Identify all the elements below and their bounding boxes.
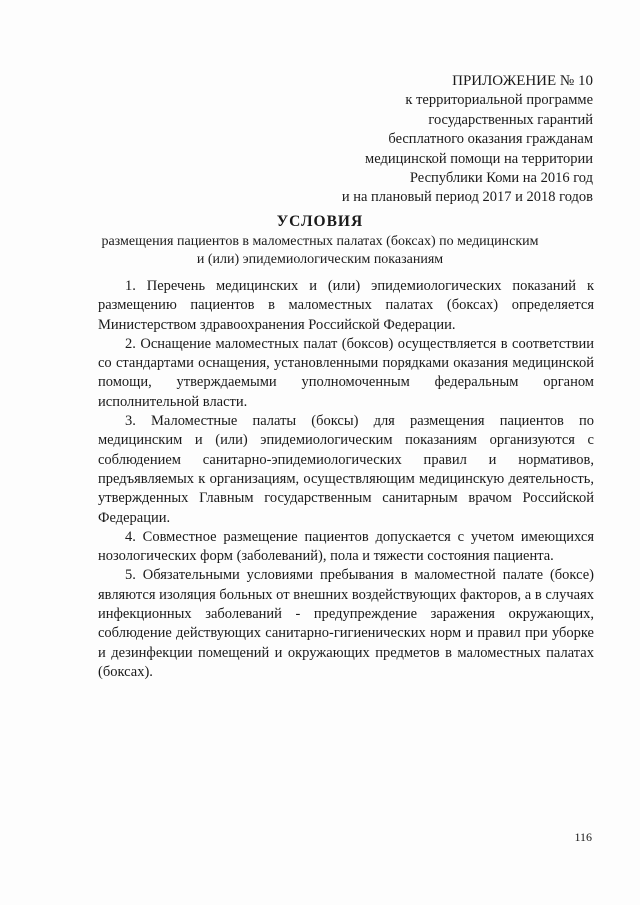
paragraph: 1. Перечень медицинских и (или) эпидемиологических показаний к размещению пациентов в маломестных палатах (боксах) определяется Министерством здравоохранения Российской Федерации. [98,278,594,333]
document-subtitle-line: и (или) эпидемиологическим показаниям [196,252,444,267]
appendix-header [342,72,593,208]
appendix-line: Республики Коми на 2016 год [409,170,593,187]
appendix-heading: ПРИЛОЖЕНИЕ № 10 [452,73,593,89]
appendix-line: государственных гарантий [428,111,593,128]
document-body [98,277,594,682]
appendix-line: бесплатного оказания гражданам [388,131,593,148]
paragraph: 5. Обязательными условиями пребывания в маломестной палате (боксе) являются изоляция больных от внешних воздействующих факторов, а в случаях инфекционных заболеваний - предупреждение заражения окружающих, соблюдение действующих санитарно-гигиенических норм и правил при уборке и дезинфекции помещений и окружающих предметов в маломестных палатах (боксах). [98,567,594,680]
paragraph: 4. Совместное размещение пациентов допускается с учетом имеющихся нозологических форм (заболеваний), пола и тяжести состояния пациента. [98,528,594,565]
appendix-line: к территориальной программе [405,92,593,109]
page-number: 116 [574,830,592,844]
document-title: УСЛОВИЯ [276,213,364,230]
paragraph: 2. Оснащение маломестных палат (боксов) осуществляется в соответствии со стандартами оснащения, установленными порядками оказания медицинской помощи, утверждаемыми уполномоченным федеральным органом исполнительной власти. [98,335,594,410]
document-subtitle-line: размещения пациентов в маломестных палатах (боксах) по медицинским [101,234,539,249]
appendix-line: и на плановый период 2017 и 2018 годов [341,189,593,206]
paragraph: 3. Маломестные палаты (боксы) для размещения пациентов по медицинским и (или) эпидемиологическим показаниям организуются с соблюдением санитарно-эпидемиологических правил и нормативов, предъявляемых к организациям, осуществляющим медицинскую деятельность, утвержденных Главным государственным санитарным врачом Российской Федерации. [98,413,594,526]
title-block [60,212,580,269]
appendix-line: медицинской помощи на территории [365,150,593,167]
